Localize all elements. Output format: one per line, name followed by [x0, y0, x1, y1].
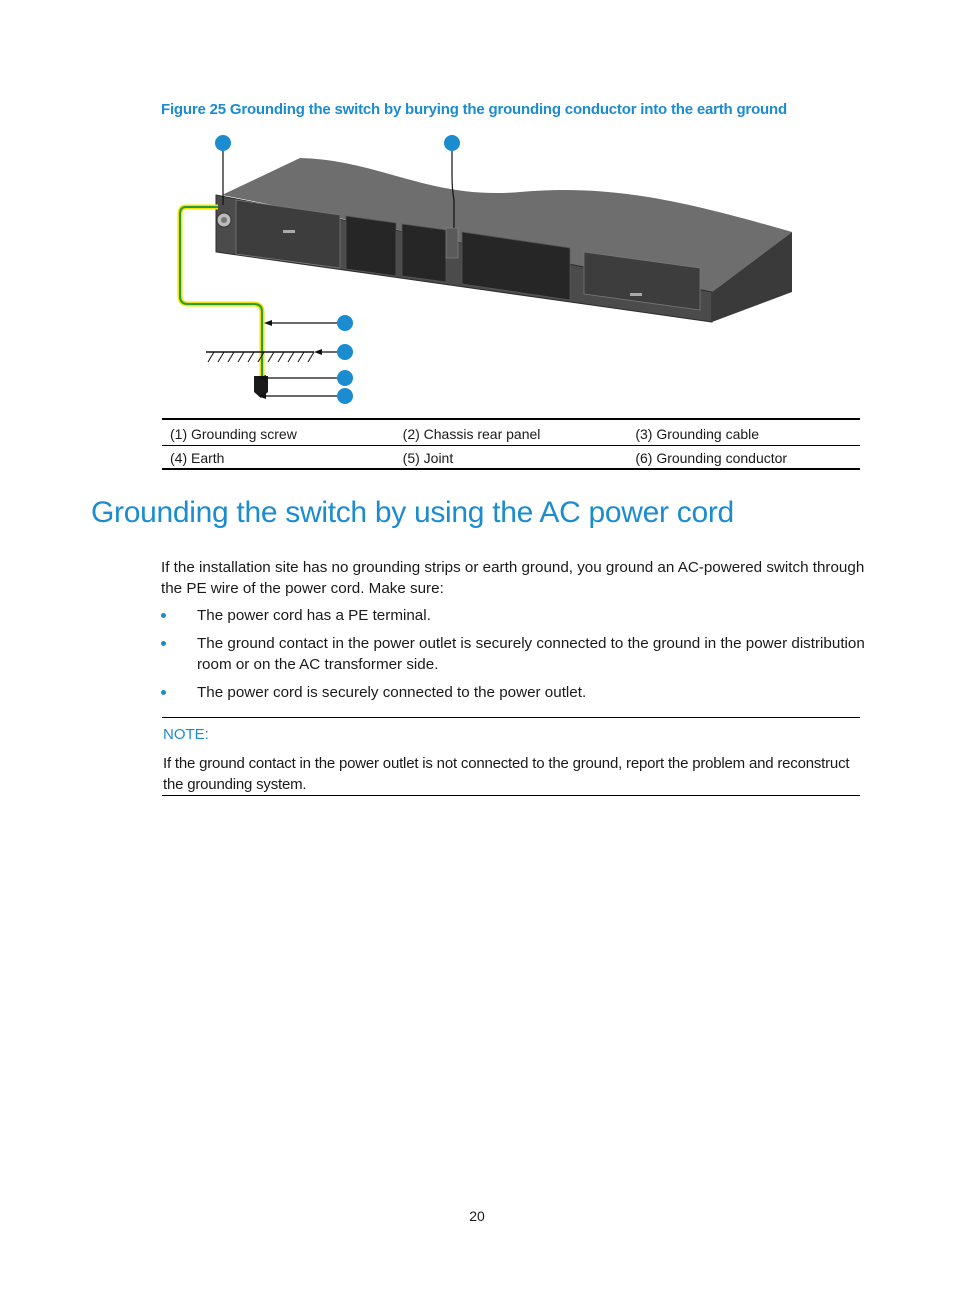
bullet-icon	[161, 641, 166, 646]
bullet-icon	[161, 613, 166, 618]
bullet-icon	[161, 690, 166, 695]
legend-cell: (1) Grounding screw	[162, 419, 395, 446]
figure-caption: Figure 25 Grounding the switch by burying the grounding conductor into the earth ground	[161, 101, 787, 118]
callout-6	[337, 388, 353, 404]
callout-4	[337, 344, 353, 360]
legend-row	[162, 419, 860, 446]
callout-3	[337, 315, 353, 331]
list-item	[161, 682, 866, 703]
grounding-diagram	[150, 128, 810, 410]
legend-cell: (6) Grounding conductor	[627, 446, 860, 470]
callout-2	[444, 135, 460, 151]
legend-cell: (3) Grounding cable	[627, 419, 860, 446]
note-label: NOTE:	[163, 726, 209, 743]
list-item	[161, 605, 866, 626]
intro-paragraph: If the installation site has no grounding strips or earth ground, you ground an AC-powered switch through the PE wire of the power cord. Make sure:	[161, 559, 865, 597]
list-item-text: The ground contact in the power outlet is securely connected to the ground in the power distribution room or on the AC transformer side.	[197, 635, 865, 673]
list-item	[161, 633, 866, 675]
legend-cell: (5) Joint	[395, 446, 628, 470]
note-box	[162, 717, 860, 796]
callout-5	[337, 370, 353, 386]
legend-row	[162, 446, 860, 470]
legend-cell: (4) Earth	[162, 446, 395, 470]
legend-cell: (2) Chassis rear panel	[395, 419, 628, 446]
callout-1	[215, 135, 231, 151]
page-number: 20	[469, 1208, 485, 1224]
module-slot-2	[346, 216, 396, 276]
note-text: If the ground contact in the power outlet is not connected to the ground, report the problem and reconstruct the grounding system.	[163, 755, 850, 793]
list-item-text: The power cord has a PE terminal.	[197, 607, 431, 624]
list-item-text: The power cord is securely connected to the power outlet.	[197, 684, 587, 701]
requirements-list	[161, 605, 866, 710]
section-heading: Grounding the switch by using the AC power cord	[91, 496, 734, 529]
figure-legend-table	[162, 418, 860, 470]
module-slot-3	[402, 224, 446, 282]
